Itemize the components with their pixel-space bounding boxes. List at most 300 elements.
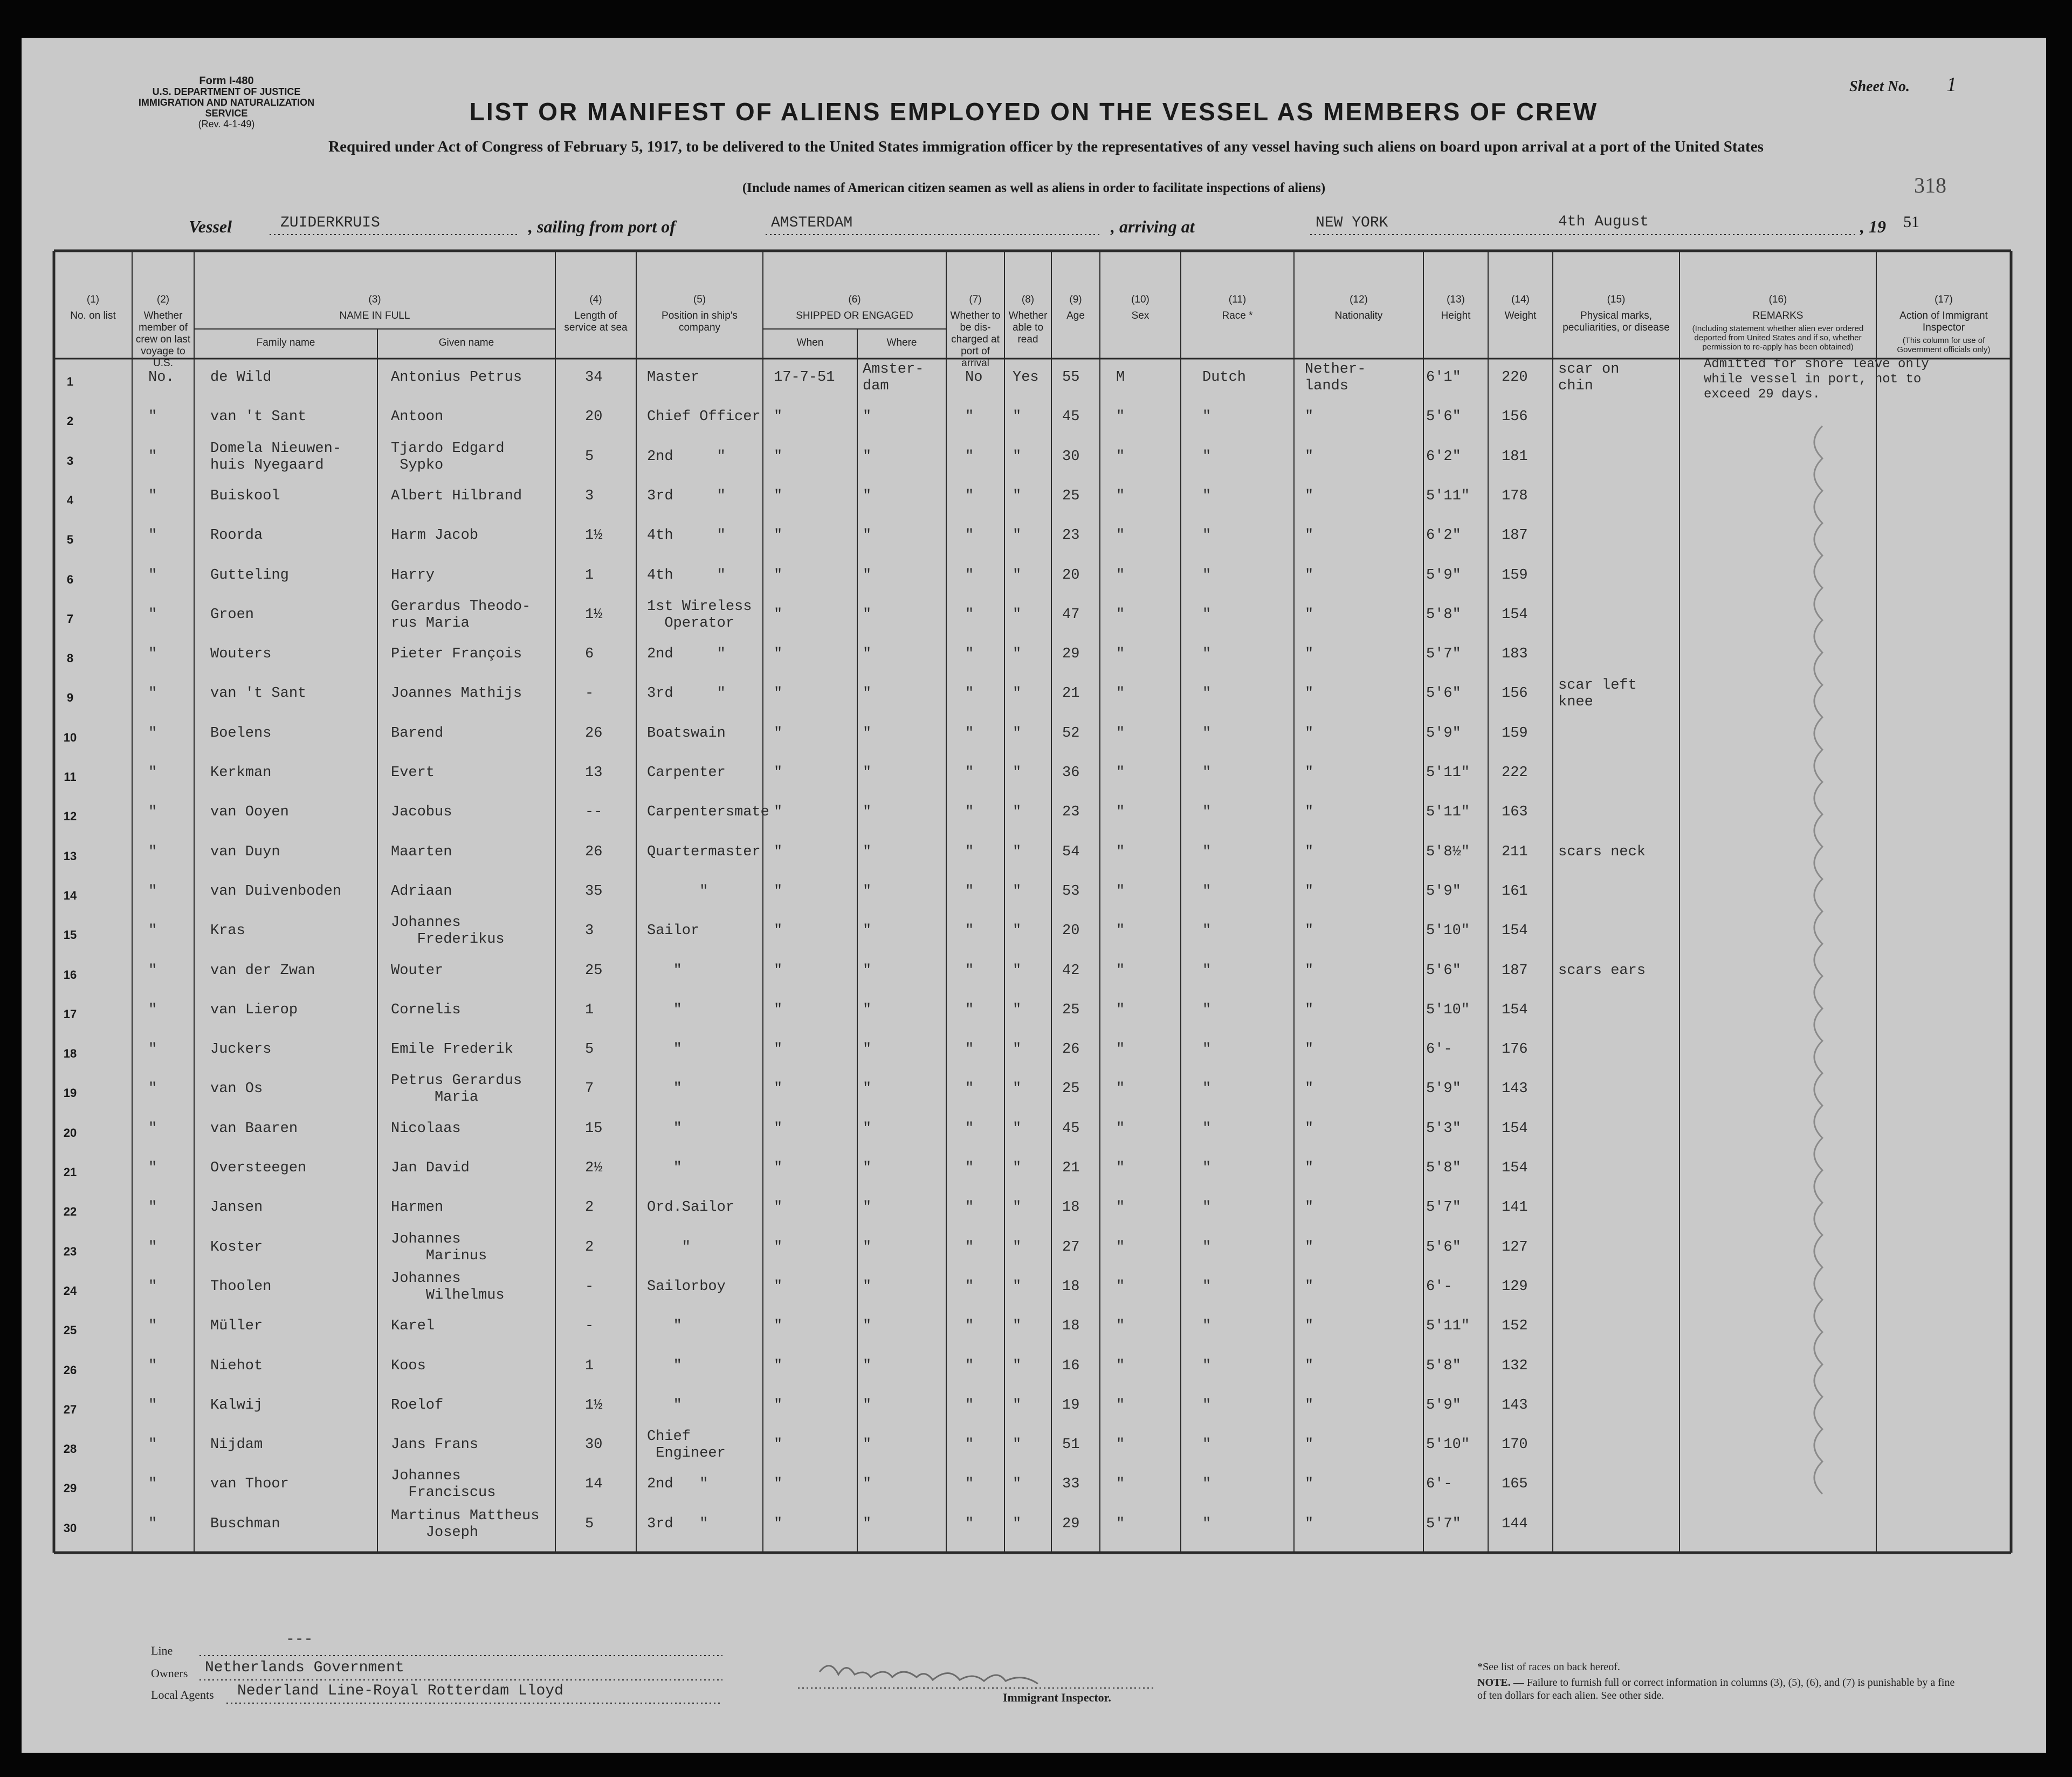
- cell-fam: Oversteegen: [210, 1160, 307, 1176]
- cell-nat: ": [1305, 1278, 1314, 1295]
- cell-read: ": [1013, 1318, 1022, 1335]
- cell-race: ": [1202, 923, 1211, 939]
- cell-svc: 13: [585, 765, 603, 781]
- cell-where: ": [863, 448, 872, 465]
- col-marks-label: Physical marks, peculiarities, or disease: [1562, 310, 1670, 333]
- col-no-number: (1): [86, 294, 100, 305]
- cell-where: ": [863, 606, 872, 623]
- cell-pos: 2nd ": [647, 646, 726, 663]
- cell-age: 18: [1062, 1318, 1080, 1335]
- col-discharged-number: (7): [969, 294, 982, 305]
- cell-svc: 5: [585, 1515, 594, 1532]
- row-number: 27: [63, 1402, 77, 1416]
- cell-giv: Roelof: [391, 1397, 444, 1414]
- cell-pos: Carpenter: [647, 765, 726, 781]
- cell-when: ": [774, 646, 783, 663]
- row-number: 26: [63, 1363, 77, 1377]
- cell-svc: 6: [585, 646, 594, 663]
- cell-svc: -: [585, 1318, 594, 1335]
- cell-ht: 5'10": [1426, 1001, 1470, 1018]
- cell-fam: Nijdam: [210, 1437, 263, 1453]
- cell-giv: Johannes Marinus: [391, 1231, 487, 1264]
- cell-m: ": [148, 685, 157, 702]
- cell-dis: ": [965, 804, 974, 821]
- cell-ht: 5'8": [1426, 606, 1461, 623]
- cell-m: ": [148, 923, 157, 939]
- cell-pos: ": [647, 1318, 682, 1335]
- cell-m: ": [148, 1199, 157, 1216]
- cell-pos: ": [647, 1081, 682, 1097]
- cell-pos: Ord.Sailor: [647, 1199, 735, 1216]
- cell-read: ": [1013, 646, 1022, 663]
- cell-when: ": [774, 1397, 783, 1414]
- cell-sex: ": [1116, 1041, 1125, 1058]
- cell-ht: 5'6": [1426, 1239, 1461, 1255]
- cell-svc: 1½: [585, 527, 603, 544]
- cell-race: ": [1202, 1081, 1211, 1097]
- col-discharged-label: Whether to be dis-charged at port of arrival: [950, 310, 1001, 369]
- cell-svc: 7: [585, 1081, 594, 1097]
- cell-fam: Buschman: [210, 1515, 280, 1532]
- row-number: 16: [63, 968, 77, 982]
- cell-dis: ": [965, 1515, 974, 1532]
- cell-giv: Harmen: [391, 1199, 444, 1216]
- cell-m: ": [148, 488, 157, 504]
- cell-wt: 129: [1502, 1278, 1528, 1295]
- row-number: 24: [63, 1284, 77, 1298]
- cell-pos: Master: [647, 369, 700, 386]
- cell-dis: ": [965, 1239, 974, 1255]
- cell-where: ": [863, 1318, 872, 1335]
- cell-race: ": [1202, 646, 1211, 663]
- cell-svc: 2: [585, 1239, 594, 1255]
- cell-m: ": [148, 1476, 157, 1493]
- cell-race: ": [1202, 1160, 1211, 1176]
- cell-pos: ": [647, 1239, 691, 1255]
- cell-race: ": [1202, 1515, 1211, 1532]
- cell-nat: ": [1305, 685, 1314, 702]
- cell-wt: 143: [1502, 1081, 1528, 1097]
- cell-ht: 5'7": [1426, 1515, 1461, 1532]
- cell-when: ": [774, 1476, 783, 1493]
- cell-pos: 3rd ": [647, 488, 726, 504]
- cell-pos: Sailorboy: [647, 1278, 726, 1295]
- cell-age: 18: [1062, 1199, 1080, 1216]
- cell-giv: Johannes Frederikus: [391, 915, 505, 948]
- col-action: [1876, 294, 2011, 356]
- col-sex-number: (10): [1131, 294, 1149, 305]
- cell-dis: No: [965, 369, 983, 386]
- cell-age: 42: [1062, 962, 1080, 979]
- cell-sex: ": [1116, 1199, 1125, 1216]
- sheet-number-label: Sheet No.: [1849, 78, 1910, 95]
- cell-svc: 26: [585, 725, 603, 742]
- cell-pos: ": [647, 1397, 682, 1414]
- cell-race: ": [1202, 1318, 1211, 1335]
- cell-giv: Karel: [391, 1318, 435, 1335]
- cell-when: ": [774, 488, 783, 504]
- cell-race: Dutch: [1202, 369, 1247, 386]
- cell-ht: 5'9": [1426, 725, 1461, 742]
- cell-pos: 4th ": [647, 567, 726, 584]
- cell-age: 25: [1062, 1001, 1080, 1018]
- cell-read: ": [1013, 1476, 1022, 1493]
- cell-race: ": [1202, 685, 1211, 702]
- cell-ht: 5'10": [1426, 923, 1470, 939]
- cell-read: ": [1013, 1239, 1022, 1255]
- cell-when: ": [774, 606, 783, 623]
- cell-age: 25: [1062, 1081, 1080, 1097]
- cell-giv: Jan David: [391, 1160, 470, 1176]
- cell-read: ": [1013, 567, 1022, 584]
- cell-pos: ": [647, 1041, 682, 1058]
- cell-nat: Nether- lands: [1305, 361, 1366, 394]
- cell-pos: 2nd ": [647, 1476, 708, 1493]
- cell-nat: ": [1305, 883, 1314, 900]
- inspector-label: Immigrant Inspector.: [1003, 1691, 1111, 1704]
- row-number: 23: [63, 1244, 77, 1258]
- row-number: 1: [66, 375, 74, 388]
- cell-sex: ": [1116, 883, 1125, 900]
- cell-nat: ": [1305, 1001, 1314, 1018]
- cell-wt: 141: [1502, 1199, 1528, 1216]
- cell-age: 29: [1062, 646, 1080, 663]
- cell-pos: 3rd ": [647, 685, 726, 702]
- cell-when: ": [774, 1515, 783, 1532]
- cell-sex: ": [1116, 606, 1125, 623]
- cell-giv: Tjardo Edgard Sypko: [391, 440, 505, 474]
- cell-read: ": [1013, 804, 1022, 821]
- cell-m: ": [148, 527, 157, 544]
- cell-when: ": [774, 1001, 783, 1018]
- cell-read: ": [1013, 1278, 1022, 1295]
- cell-sex: M: [1116, 369, 1125, 386]
- cell-m: ": [148, 409, 157, 426]
- cell-svc: 15: [585, 1120, 603, 1137]
- cell-fam: van Thoor: [210, 1476, 289, 1493]
- cell-ht: 5'9": [1426, 1397, 1461, 1414]
- cell-m: ": [148, 1081, 157, 1097]
- cell-age: 21: [1062, 1160, 1080, 1176]
- cell-nat: ": [1305, 1120, 1314, 1137]
- cell-svc: 30: [585, 1437, 603, 1453]
- col-weight-number: (14): [1511, 294, 1530, 305]
- cell-m: ": [148, 883, 157, 900]
- cell-svc: 1½: [585, 1397, 603, 1414]
- cell-marks: scars neck: [1558, 843, 1646, 860]
- row-number: 21: [63, 1165, 77, 1179]
- cell-when: ": [774, 1081, 783, 1097]
- cell-wt: 165: [1502, 1476, 1528, 1493]
- cell-marks: scar on chin: [1558, 361, 1620, 394]
- col-race-label: Race *: [1222, 310, 1253, 321]
- col-remarks-note: (Including statement whether alien ever ordered deported from United States and if so, whether permission to re-apply has been obtained): [1692, 324, 1864, 352]
- cell-age: 36: [1062, 765, 1080, 781]
- cell-where: ": [863, 1476, 872, 1493]
- department: U.S. DEPARTMENT OF JUSTICE: [152, 86, 301, 97]
- row-number: 10: [63, 730, 77, 744]
- cell-dis: ": [965, 1160, 974, 1176]
- cell-age: 21: [1062, 685, 1080, 702]
- col-height-label: Height: [1441, 310, 1471, 321]
- cell-pos: Quartermaster: [647, 843, 761, 860]
- row-number: 9: [66, 691, 74, 705]
- cell-age: 47: [1062, 606, 1080, 623]
- owners-value: Netherlands Government: [205, 1659, 404, 1676]
- cell-giv: Johannes Franciscus: [391, 1468, 496, 1501]
- cell-when: ": [774, 1278, 783, 1295]
- cell-wt: 176: [1502, 1041, 1528, 1058]
- cell-sex: ": [1116, 448, 1125, 465]
- cell-nat: ": [1305, 962, 1314, 979]
- cell-where: ": [863, 804, 872, 821]
- vessel-label: Vessel: [189, 217, 232, 236]
- col-weight: [1488, 294, 1553, 322]
- cell-sex: ": [1116, 1476, 1125, 1493]
- cell-fam: Wouters: [210, 646, 272, 663]
- col-race: [1181, 294, 1294, 322]
- cell-sex: ": [1116, 765, 1125, 781]
- col-nationality-number: (12): [1350, 294, 1368, 305]
- cell-ht: 5'7": [1426, 1199, 1461, 1216]
- vessel-name: ZUIDERKRUIS: [280, 215, 380, 231]
- cell-read: ": [1013, 1120, 1022, 1137]
- cell-race: ": [1202, 409, 1211, 426]
- cell-sex: ": [1116, 843, 1125, 860]
- cell-fam: van Lierop: [210, 1001, 298, 1018]
- cell-dis: ": [965, 1081, 974, 1097]
- cell-where: ": [863, 725, 872, 742]
- col-remarks-label: REMARKS: [1752, 310, 1803, 321]
- cell-dis: ": [965, 1476, 974, 1493]
- cell-age: 19: [1062, 1397, 1080, 1414]
- cell-when: ": [774, 804, 783, 821]
- agents-value: Nederland Line-Royal Rotterdam Lloyd: [237, 1683, 563, 1699]
- cell-read: ": [1013, 1081, 1022, 1097]
- cell-fam: Koster: [210, 1239, 263, 1255]
- cell-read: ": [1013, 1199, 1022, 1216]
- cell-where: ": [863, 1357, 872, 1374]
- row-number: 14: [63, 888, 77, 902]
- col-where: Where: [886, 337, 917, 348]
- cell-read: ": [1013, 1515, 1022, 1532]
- col-shipped: [763, 294, 946, 322]
- cell-wt: 187: [1502, 962, 1528, 979]
- cell-nat: ": [1305, 923, 1314, 939]
- cell-where: ": [863, 1437, 872, 1453]
- cell-when: ": [774, 1318, 783, 1335]
- col-member: [132, 294, 194, 369]
- cell-giv: Pieter François: [391, 646, 522, 663]
- col-no-label: No. on list: [70, 310, 116, 321]
- cell-ht: 5'7": [1426, 646, 1461, 663]
- cell-where: ": [863, 567, 872, 584]
- cell-nat: ": [1305, 527, 1314, 544]
- col-nationality: [1294, 294, 1423, 322]
- col-name: [194, 294, 555, 322]
- arrival-date: 4th August: [1558, 214, 1649, 230]
- cell-wt: 159: [1502, 725, 1528, 742]
- col-position: [636, 294, 763, 334]
- cell-sex: ": [1116, 1160, 1125, 1176]
- cell-where: ": [863, 1199, 872, 1216]
- cell-read: ": [1013, 1397, 1022, 1414]
- cell-nat: ": [1305, 765, 1314, 781]
- cell-ht: 5'11": [1426, 804, 1470, 821]
- cell-m: ": [148, 1001, 157, 1018]
- cell-where: ": [863, 685, 872, 702]
- col-action-number: (17): [1935, 294, 1953, 305]
- cell-wt: 156: [1502, 409, 1528, 426]
- cell-dis: ": [965, 1199, 974, 1216]
- col-height-number: (13): [1447, 294, 1465, 305]
- cell-sex: ": [1116, 527, 1125, 544]
- cell-giv: Martinus Mattheus Joseph: [391, 1507, 540, 1541]
- cell-svc: 26: [585, 843, 603, 860]
- cell-pos: Boatswain: [647, 725, 726, 742]
- col-service-number: (4): [589, 294, 602, 305]
- cell-age: 45: [1062, 1120, 1080, 1137]
- line-value: ---: [286, 1631, 313, 1648]
- row-number: 29: [63, 1481, 77, 1495]
- cell-svc: 20: [585, 409, 603, 426]
- cell-race: ": [1202, 1397, 1211, 1414]
- cell-sex: ": [1116, 488, 1125, 504]
- cell-fam: van Duyn: [210, 843, 280, 860]
- cell-dis: ": [965, 843, 974, 860]
- cell-nat: ": [1305, 804, 1314, 821]
- cell-race: ": [1202, 725, 1211, 742]
- pencil-squiggle: [1814, 426, 1822, 1494]
- col-sex-label: Sex: [1131, 310, 1149, 321]
- cell-where: ": [863, 883, 872, 900]
- cell-nat: ": [1305, 1437, 1314, 1453]
- cell-dis: ": [965, 1437, 974, 1453]
- cell-read: ": [1013, 923, 1022, 939]
- page-subnote: (Include names of American citizen seamen as well as aliens in order to facilitate inspections of aliens): [742, 181, 1326, 195]
- cell-fam: van Duivenboden: [210, 883, 342, 900]
- cell-race: ": [1202, 488, 1211, 504]
- cell-when: ": [774, 923, 783, 939]
- cell-ht: 6'2": [1426, 527, 1461, 544]
- owners-label: Owners: [151, 1666, 188, 1680]
- cell-m: ": [148, 1120, 157, 1137]
- cell-nat: ": [1305, 567, 1314, 584]
- cell-sex: ": [1116, 1397, 1125, 1414]
- row-number: 7: [66, 612, 74, 626]
- cell-dis: ": [965, 685, 974, 702]
- cell-dis: ": [965, 1278, 974, 1295]
- cell-svc: 1: [585, 1001, 594, 1018]
- cell-sex: ": [1116, 962, 1125, 979]
- cell-sex: ": [1116, 646, 1125, 663]
- col-member-label: Whether member of crew on last voyage to U.S.: [135, 310, 191, 369]
- row-number: 2: [66, 414, 74, 428]
- cell-svc: 25: [585, 962, 603, 979]
- cell-wt: 159: [1502, 567, 1528, 584]
- cell-m: ": [148, 606, 157, 623]
- cell-nat: ": [1305, 1239, 1314, 1255]
- cell-read: ": [1013, 843, 1022, 860]
- cell-giv: Evert: [391, 765, 435, 781]
- cell-sex: ": [1116, 1001, 1125, 1018]
- cell-ht: 5'8": [1426, 1160, 1461, 1176]
- cell-where: ": [863, 923, 872, 939]
- cell-giv: Harry: [391, 567, 435, 584]
- cell-fam: Groen: [210, 606, 254, 623]
- cell-age: 25: [1062, 488, 1080, 504]
- cell-ht: 5'9": [1426, 567, 1461, 584]
- cell-read: Yes: [1013, 369, 1039, 386]
- cell-svc: --: [585, 804, 603, 821]
- cell-marks: scar left knee: [1558, 677, 1637, 711]
- cell-fam: Juckers: [210, 1041, 272, 1058]
- cell-age: 23: [1062, 527, 1080, 544]
- cell-when: ": [774, 1239, 783, 1255]
- cell-giv: Koos: [391, 1357, 426, 1374]
- cell-ht: 5'9": [1426, 883, 1461, 900]
- cell-age: 20: [1062, 923, 1080, 939]
- cell-wt: 161: [1502, 883, 1528, 900]
- cell-when: ": [774, 843, 783, 860]
- row-number: 6: [66, 572, 74, 586]
- cell-nat: ": [1305, 1081, 1314, 1097]
- cell-m: ": [148, 804, 157, 821]
- cell-fam: van Baaren: [210, 1120, 298, 1137]
- cell-age: 30: [1062, 448, 1080, 465]
- cell-age: 16: [1062, 1357, 1080, 1374]
- col-read-label: Whether able to read: [1008, 310, 1048, 345]
- cell-m: ": [148, 1318, 157, 1335]
- cell-read: ": [1013, 488, 1022, 504]
- cell-race: ": [1202, 448, 1211, 465]
- row-number: 30: [63, 1521, 77, 1535]
- cell-race: ": [1202, 1437, 1211, 1453]
- cell-race: ": [1202, 1278, 1211, 1295]
- cell-read: ": [1013, 1160, 1022, 1176]
- cell-wt: 170: [1502, 1437, 1528, 1453]
- cell-nat: ": [1305, 1476, 1314, 1493]
- cell-pos: ": [647, 1001, 682, 1018]
- cell-wt: 178: [1502, 488, 1528, 504]
- cell-read: ": [1013, 725, 1022, 742]
- cell-sex: ": [1116, 567, 1125, 584]
- cell-giv: Emile Frederik: [391, 1041, 513, 1058]
- cell-ht: 6'2": [1426, 448, 1461, 465]
- cell-svc: 14: [585, 1476, 603, 1493]
- cell-ht: 5'6": [1426, 962, 1461, 979]
- row-number: 4: [66, 493, 74, 507]
- col-discharged: [946, 294, 1004, 369]
- cell-nat: ": [1305, 409, 1314, 426]
- manifest-sheet: [22, 38, 2046, 1753]
- col-remarks: [1679, 294, 1876, 354]
- cell-where: ": [863, 1160, 872, 1176]
- cell-age: 23: [1062, 804, 1080, 821]
- cell-giv: Cornelis: [391, 1001, 461, 1018]
- cell-where: ": [863, 1120, 872, 1137]
- cell-read: ": [1013, 765, 1022, 781]
- col-name-label: NAME IN FULL: [339, 310, 410, 321]
- cell-pos: 3rd ": [647, 1515, 708, 1532]
- cell-dis: ": [965, 923, 974, 939]
- cell-where: ": [863, 962, 872, 979]
- cell-dis: ": [965, 1357, 974, 1374]
- cell-when: ": [774, 1160, 783, 1176]
- cell-wt: 222: [1502, 765, 1528, 781]
- cell-age: 52: [1062, 725, 1080, 742]
- cell-fam: van 't Sant: [210, 685, 307, 702]
